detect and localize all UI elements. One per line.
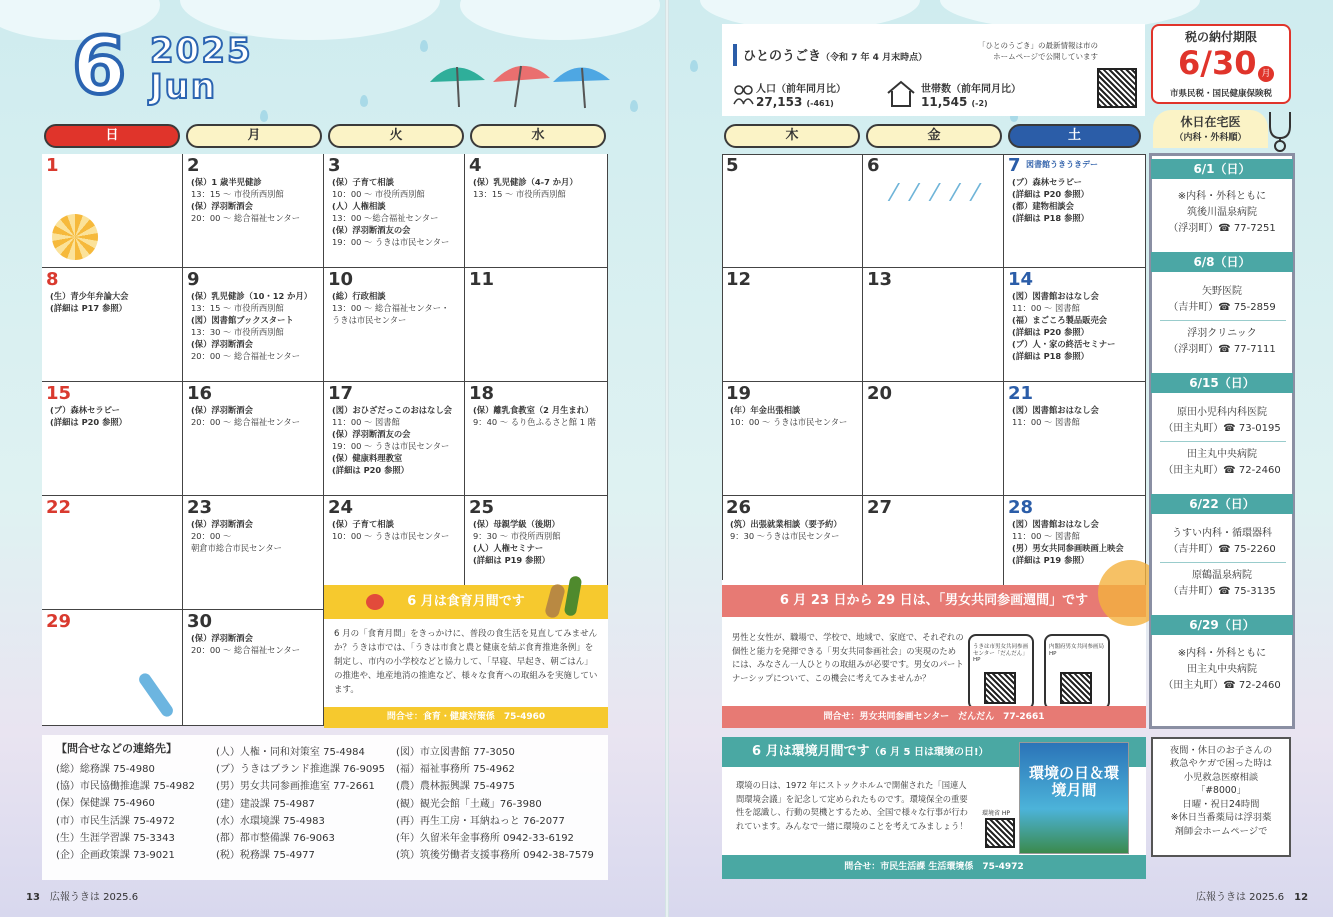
night-info-line: ※休日当番薬局は浮羽薬: [1170, 812, 1272, 824]
umbrella-icons: [425, 52, 615, 112]
calendar-day-2: [183, 154, 324, 268]
event-line: (図）図書館おはなし会: [1012, 404, 1099, 415]
event-line: (男）男女共同参画映画上映会: [1012, 542, 1124, 553]
calendar-day-16: [183, 382, 324, 496]
day-number: 8: [46, 269, 59, 290]
contact-line: (図）市立図書館 77-3050: [396, 747, 515, 758]
tax-deadline-desc: 市県民税・国民健康保険税: [1169, 89, 1272, 99]
event-line: (詳細は P20 参照）: [50, 416, 127, 427]
event-line: 20：00 ～ 総合福祉センター: [191, 350, 301, 361]
day-number: 23: [187, 497, 213, 518]
event-line: (詳細は P17 参照）: [50, 302, 127, 313]
event-line: (保）乳児健診（10・12 か月）: [191, 290, 313, 301]
event-line: 13：30 ～ 市役所西別館: [191, 326, 284, 337]
weekday-sun: 日: [44, 124, 180, 148]
event-line: 19：00 ～ うきは市民センター: [332, 440, 450, 451]
event-line: (図）おひざだっこのおはなし会: [332, 404, 452, 415]
event-line: (詳細は P19 参照）: [1012, 554, 1089, 565]
contact-line: (保）保健課 75-4960: [56, 798, 155, 810]
env-month-body: 環境の日は、1972 年にストックホルムで開催された「国連人間環境会議」を記念して定められたものです。環境保全の重要性を認識し、行動の契機とするため、全国で様々な行事が行われています。みんなで一緒に環境のことを考えてみましょう！: [722, 767, 1146, 855]
event-line: (筑）出張就業相談（要予約）: [730, 518, 842, 529]
event-line: (保）浮羽断酒友の会: [332, 224, 411, 235]
doctor-0601: ※内科・外科ともに 筑後川温泉病院 （浮羽町）☎ 77-7251: [1168, 191, 1276, 234]
doctor-date-0622: 6/22（日）: [1151, 494, 1293, 514]
event-line: 13：15 ～ 市役所西別館: [191, 302, 284, 313]
tomato-icon: [366, 594, 384, 610]
event-line: (ブ）森林セラピー: [50, 404, 120, 415]
event-line: (保）子育て相談: [332, 176, 394, 187]
contact-line: (ブ）うきはブランド推進課 76-9095: [216, 764, 385, 776]
event-line: 11：00 ～ 図書館: [1012, 416, 1080, 427]
rain-icon: / / / / /: [886, 180, 986, 205]
gender-week-banner: 6 月 23 日から 29 日は、「男女共同参画週間」です: [722, 585, 1146, 617]
calendar-day-23: [183, 496, 324, 610]
footer-left: 13 広報うきは 2025.6: [26, 892, 139, 903]
holiday-doctor-header: 休日在宅医 （内科・外科順）: [1153, 110, 1268, 148]
night-info-line: 剤師会ホームページで: [1174, 825, 1268, 837]
weekday-tue: 火: [328, 124, 464, 148]
event-line: 11：00 ～ 図書館: [332, 416, 400, 427]
calendar-day-3: [324, 154, 465, 268]
doctor-0615: 原田小児科内科医院 （田主丸町）☎ 73-0195: [1163, 407, 1281, 434]
event-line: (ブ）森林セラピー: [1012, 176, 1082, 187]
contact-line: (筑）筑後労働者支援事務所 0942-38-7579: [396, 850, 594, 862]
event-line: うきは市民センター: [332, 314, 407, 325]
day-number: 18: [469, 383, 495, 404]
contact-line: (水）水環境課 75-4983: [216, 815, 325, 827]
contact-line: (観）観光会館「土蔵」76-3980: [396, 798, 542, 810]
event-line: (図）図書館おはなし会: [1012, 290, 1099, 301]
event-line: (保）浮羽断酒会: [191, 404, 253, 415]
event-line: 13：00 ～総合福祉センター: [332, 212, 439, 223]
event-line: 11：00 ～ 図書館: [1012, 302, 1080, 313]
gender-week-body: 男性と女性が、職場で、学校で、地域で、家庭で、それぞれの個性と能力を発揮できる「男女共同参画社会」の実現のためには、みなさん一人ひとりの取組みが必要です。男女のパートナーシップについて、この機会に考えてみませんか？: [722, 617, 1146, 706]
contacts-col2: [216, 744, 385, 864]
stethoscope-icon: [1262, 110, 1296, 154]
people-icon: [733, 84, 755, 106]
day-number: 9: [187, 269, 200, 290]
event-line: 朝倉市総合市民センター: [191, 542, 282, 553]
event-line: (人）人権セミナー: [473, 542, 544, 553]
event-line: (人）人権相談: [332, 200, 386, 211]
event-line: (総）行政相談: [332, 290, 386, 301]
food-month-banner: 6 月は食育月間です: [324, 585, 608, 619]
event-line: (保）乳児健診（4-7 か月）: [473, 176, 578, 187]
contact-line: (年）久留米年金事務所 0942-33-6192: [396, 832, 574, 844]
event-line: (保）浮羽断酒会: [191, 200, 253, 211]
day-number: 20: [867, 383, 893, 404]
day-number: 25: [469, 497, 495, 518]
population-qr-code: [1097, 68, 1137, 108]
day-number: 24: [328, 497, 354, 518]
doctor-0608: 矢野医院 （吉井町）☎ 75-2859: [1168, 286, 1276, 313]
contacts-col1: [56, 761, 195, 864]
doctor-0629: ※内科・外科ともに 田主丸中央病院 （田主丸町）☎ 72-2460: [1163, 648, 1281, 691]
weekday-sat: 土: [1008, 124, 1141, 148]
event-line: 13：15 ～ 市役所西別館: [191, 188, 284, 199]
event-line: 13：15 ～ 市役所西別館: [473, 188, 566, 199]
day-number: 6: [867, 155, 880, 176]
tax-deadline-dow: 月: [1258, 66, 1274, 82]
footer-right: 広報うきは 2025.6 12: [1196, 892, 1309, 903]
day-number: 4: [469, 155, 482, 176]
doctor-date-0608: 6/8（日）: [1151, 252, 1293, 272]
doctor-date-0629: 6/29（日）: [1151, 615, 1293, 635]
event-line: (詳細は P18 参照）: [1012, 212, 1089, 223]
tax-deadline-date: 6/30: [1178, 44, 1257, 82]
event-line: (図）図書館ブックスタート: [191, 314, 294, 325]
contact-line: (建）建設課 75-4987: [216, 798, 315, 810]
gender-contact: 問合せ：男女共同参画センター だんだん 77-2661: [722, 706, 1146, 728]
event-line: (詳細は P20 参照）: [332, 464, 409, 475]
event-line: 11：00 ～ 図書館: [1012, 530, 1080, 541]
event-line: (図）図書館おはなし会: [1012, 518, 1099, 529]
population-value: 27,153 (-461): [756, 95, 834, 109]
weekday-fri: 金: [866, 124, 1002, 148]
contact-line: (男）男女共同参画推進室 77-2661: [216, 781, 375, 793]
calendar-day-22: [42, 496, 183, 610]
calendar-day-30: [183, 610, 324, 726]
day-number: 5: [726, 155, 739, 176]
event-line: 9：30 ～ 市役所西別館: [473, 530, 561, 541]
contacts-col3: [396, 744, 594, 864]
contact-line: (福）福祉事務所 75-4962: [396, 764, 515, 776]
event-line: (保）浮羽断酒会: [191, 338, 253, 349]
event-line: 13：00 ～ 総合福祉センター・: [332, 302, 450, 313]
day-number: 15: [46, 383, 72, 404]
env-qr-label: 環境省 HP: [982, 810, 1011, 817]
event-line: (保）浮羽断酒会: [191, 632, 253, 643]
event-line: (福）まごころ製品販売会: [1012, 314, 1108, 325]
event-line: (保）浮羽断酒友の会: [332, 428, 411, 439]
event-line: 20：00 ～ 総合福祉センター: [191, 212, 301, 223]
phone-qr-cabinet: 内閣府男女共同参画局 HP: [1044, 634, 1110, 710]
household-label: 世帯数（前年同月比）: [921, 84, 1021, 95]
contact-line: (総）総務課 75-4980: [56, 764, 155, 775]
calendar-day-10: [324, 268, 465, 382]
night-info-line: 夜間・休日のお子さんの: [1169, 745, 1273, 756]
day-number: 27: [867, 497, 893, 518]
event-line: (詳細は P19 参照）: [473, 554, 550, 565]
event-line: (ブ）人・家の終活セミナー: [1012, 338, 1116, 349]
day-number: 12: [726, 269, 752, 290]
event-line: (詳細は P20 参照）: [1012, 188, 1089, 199]
day-number: 3: [328, 155, 341, 176]
event-line: (保）子育て相談: [332, 518, 394, 529]
event-line: (年）年金出張相談: [730, 404, 801, 415]
umbrella-icon: [52, 214, 98, 260]
contact-line: (税）税務課 75-4977: [216, 850, 315, 862]
calendar-day-17: [324, 382, 465, 496]
env-poster: 環境の日＆環境月間: [1019, 742, 1129, 854]
house-icon: [886, 80, 916, 108]
event-line: 20：00 ～ 総合福祉センター: [191, 644, 301, 655]
day-number: 29: [46, 611, 72, 632]
event-line: 10：00 ～ 市役所西別館: [332, 188, 425, 199]
doctor-0622: うすい内科・循環器科 （吉井町）☎ 75-2260: [1168, 528, 1276, 555]
event-line: (詳細は P18 参照）: [1012, 350, 1089, 361]
event-line: 10：00 ～ うきは市民センター: [730, 416, 848, 427]
day-number: 22: [46, 497, 72, 518]
day-number: 1: [46, 155, 59, 176]
doctor-date-0615: 6/15（日）: [1151, 373, 1293, 393]
calendar-day-11: [465, 268, 608, 382]
event-line: (生）青少年弁論大会: [50, 290, 129, 301]
contacts-title: 【問合せなどの連絡先】: [56, 742, 177, 755]
day-title: 図書館うきうきデー: [1026, 160, 1098, 169]
env-month-banner: 6 月は環境月間です（6 月 5 日は環境の日!）: [722, 737, 1146, 767]
doctor-0608-b: 浮羽クリニック （浮羽町）☎ 77-7111: [1168, 328, 1276, 355]
population-title: ひとのうごき（令和 7 年 4 月末時点）: [743, 49, 928, 64]
tax-deadline-title: 税の納付期限: [1184, 30, 1257, 44]
event-line: (都）建物相談会: [1012, 200, 1074, 211]
contact-line: (都）都市整備課 76-9063: [216, 832, 335, 844]
event-line: 9：30 ～うきは市民センター: [730, 530, 840, 541]
doctor-date-0601: 6/1（日）: [1151, 159, 1293, 179]
household-value: 11,545 (-2): [921, 95, 988, 109]
night-info-line: 小児救急医療相談: [1183, 771, 1259, 783]
day-number: 10: [328, 269, 354, 290]
contact-line: (協）市民協働推進課 75-4982: [56, 781, 195, 793]
calendar-day-18: [465, 382, 608, 496]
month-number: 6: [72, 22, 127, 112]
event-line: (詳細は P20 参照）: [1012, 326, 1089, 337]
weekday-wed: 水: [470, 124, 606, 148]
population-label: 人口（前年同月比）: [756, 84, 846, 95]
event-line: (保）健康料理教室: [332, 452, 403, 463]
env-contact: 問合せ：市民生活課 生活環境係 75-4972: [722, 855, 1146, 879]
day-number: 2: [187, 155, 200, 176]
population-note: 「ひとのうごき」の最新情報は市のホームページで公開しています: [978, 41, 1098, 62]
night-emergency-info: [1151, 737, 1291, 857]
weekday-mon: 月: [186, 124, 322, 148]
page-fold: [665, 0, 669, 917]
calendar-right: [722, 154, 1146, 580]
contact-line: (再）再生工房・耳納ねっと 76-2077: [396, 815, 565, 827]
weekday-thu: 木: [724, 124, 860, 148]
event-line: 20：00 ～: [191, 530, 232, 541]
night-info-line: 日曜・祝日24時間: [1182, 798, 1260, 810]
day-number: 19: [726, 383, 752, 404]
contact-line: (市）市民生活課 75-4972: [56, 815, 175, 827]
calendar-day-9: [183, 268, 324, 382]
day-number: 11: [469, 269, 495, 290]
food-contact: 問合せ：食育・健康対策係 75-4960: [324, 707, 608, 728]
food-month-body: 6 月の「食育月間」をきっかけに、普段の食生活を見直してみませんか？うきは市では、「うきは市食と農と健康を結ぶ食育推進条例」を制定し、市内の小学校などと協力して、「早寝、早起き、朝ごはん」の推進や、地産地消の推進など、様々な食育への取組みを実施しています。: [324, 619, 608, 707]
day-number: 26: [726, 497, 752, 518]
day-number: 17: [328, 383, 354, 404]
night-info-line: 救急やケガで困った時は: [1169, 758, 1273, 770]
event-line: 20：00 ～ 総合福祉センター: [191, 416, 301, 427]
calendar-day-8: [42, 268, 183, 382]
event-line: 19：00 ～ うきは市民センター: [332, 236, 450, 247]
day-number: 16: [187, 383, 213, 404]
day-number: 21: [1008, 383, 1034, 404]
day-number: 30: [187, 611, 213, 632]
event-line: (保）母親学級（後期）: [473, 518, 560, 529]
day-number: 13: [867, 269, 893, 290]
event-line: 10：00 ～ うきは市民センター: [332, 530, 450, 541]
event-line: (保）離乳食教室（2 月生まれ）: [473, 404, 594, 415]
calendar-day-15: [42, 382, 183, 496]
day-number: 28: [1008, 497, 1034, 518]
calendar-day-4: [465, 154, 608, 268]
contact-line: (生）生涯学習課 75-3343: [56, 832, 175, 844]
doctor-0615-b: 田主丸中央病院 （田主丸町）☎ 72-2460: [1163, 449, 1281, 476]
night-info-line: 「#8000」: [1195, 785, 1247, 797]
event-line: (保）浮羽断酒会: [191, 518, 253, 529]
phone-qr-danndan: うきは市男女共同参画センター「だんだん」HP: [968, 634, 1034, 710]
contact-line: (人）人権・同和対策室 75-4984: [216, 747, 365, 758]
day-number: 14: [1008, 269, 1034, 290]
event-line: 9：40 ～ るり色ふるさと館 1 階: [473, 416, 596, 427]
doctor-0622-b: 原鶴温泉病院 （吉井町）☎ 75-3135: [1168, 570, 1276, 597]
contact-line: (農）農林振興課 75-4975: [396, 781, 515, 793]
env-qr-code: [985, 818, 1015, 848]
day-number: 7: [1008, 155, 1021, 176]
year-label: 2025 Jun: [150, 31, 253, 107]
event-line: (保）1 歳半児健診: [191, 176, 262, 187]
contact-line: (企）企画政策課 73-9021: [56, 849, 175, 861]
